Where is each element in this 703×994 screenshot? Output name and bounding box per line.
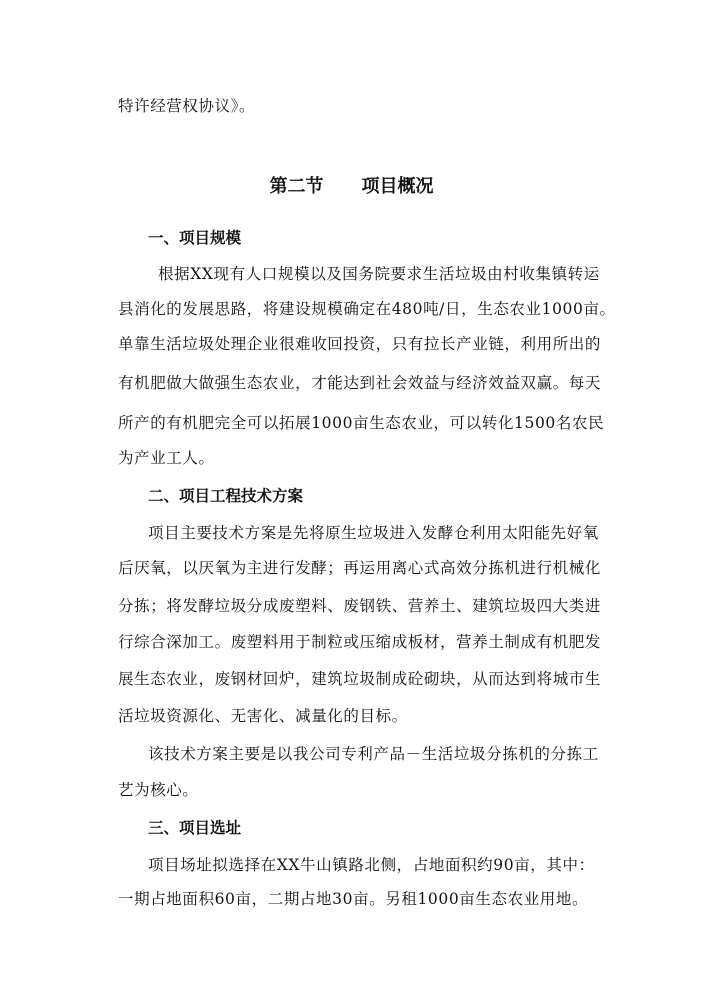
section-name: 项目概况 — [361, 176, 434, 197]
paragraph-line: 单靠生活垃圾处理企业很难收回投资，只有拉长产业链，利用所出的 — [118, 335, 602, 353]
heading-project-scale: 一、项目规模 — [148, 228, 242, 247]
paragraph-line: 所产的有机肥完全可以拓展1000亩生态农业，可以转化1500名农民 — [118, 414, 605, 432]
paragraph-line: 项目主要技术方案是先将原生垃圾进入发酵仓利用太阳能先好氧 — [148, 524, 599, 542]
paragraph-line: 后厌氧，以厌氧为主进行发酵；再运用离心式高效分拣机进行机械化 — [118, 559, 602, 577]
paragraph-line: 县消化的发展思路，将建设规模确定在480吨/日，生态农业1000亩。 — [118, 300, 616, 318]
paragraph-line: 项目场址拟选择在XX牛山镇路北侧，占地面积约90亩，其中： — [148, 856, 595, 874]
intro-line: 特许经营权协议》。 — [118, 97, 256, 115]
paragraph-line: 一期占地面积60亩，二期占地30亩。另租1000亩生态农业用地。 — [118, 890, 589, 908]
section-number: 第二节 — [269, 176, 324, 197]
paragraph-line: 行综合深加工。废塑料用于制粒或压缩成板材，营养土制成有机肥发 — [118, 633, 602, 651]
heading-tech-plan: 二、项目工程技术方案 — [148, 486, 304, 505]
heading-site-selection: 三、项目选址 — [148, 818, 242, 837]
paragraph-line: 该技术方案主要是以我公司专利产品－生活垃圾分拣机的分拣工 — [148, 745, 599, 763]
paragraph-line: 展生态农业，废钢材回炉，建筑垃圾制成砼砌块，从而达到将城市生 — [118, 670, 602, 688]
paragraph-line: 有机肥做大做强生态农业，才能达到社会效益与经济效益双赢。每天 — [118, 374, 602, 392]
paragraph-line: 艺为核心。 — [118, 781, 199, 799]
paragraph-line: 分拣；将发酵垃圾分成废塑料、废钢铁、营养土、建筑垃圾四大类进 — [118, 597, 602, 615]
paragraph-line: 根据XX现有人口规模以及国务院要求生活垃圾由村收集镇转运 — [158, 265, 600, 283]
section-title — [0, 176, 703, 198]
paragraph-line: 活垃圾资源化、无害化、减量化的目标。 — [118, 707, 408, 725]
paragraph-line: 为产业工人。 — [118, 449, 215, 467]
